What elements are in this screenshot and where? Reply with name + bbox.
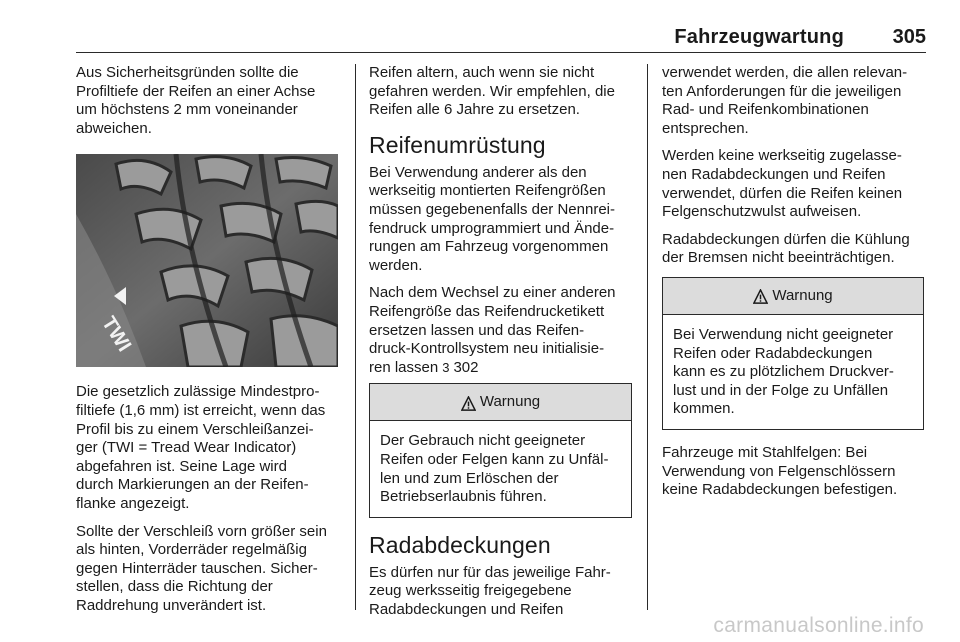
warning-triangle-icon bbox=[461, 396, 476, 411]
tire-tread-image bbox=[76, 154, 338, 367]
column-3 bbox=[662, 64, 924, 509]
paragraph: Sollte der Verschleiß vorn größer sein als hinten, Vorderräder regelmäßig gegen Hinterräder tauschen. Sicher- stellen, dass die Richtung der Raddrehung unverändert ist. bbox=[76, 522, 327, 614]
section-title: Fahrzeugwartung bbox=[674, 26, 844, 48]
paragraph: Aus Sicherheitsgründen sollte die Profiltiefe der Reifen an einer Achse um höchstens 2 mm voneinander abweichen. bbox=[76, 64, 316, 137]
paragraph: Es dürfen nur für das jeweilige Fahr- zeug werksseitig freigegebene Radabdeckungen und Reifen bbox=[369, 563, 611, 618]
warning-triangle-icon bbox=[753, 289, 768, 304]
column-divider bbox=[355, 64, 356, 610]
page-header bbox=[76, 22, 926, 53]
paragraph: verwendet werden, die allen relevan- ten Anforderungen für die jeweiligen Rad- und Reifenkombinationen entsprechen. bbox=[662, 64, 908, 137]
page-reference-arrow-icon: 3 bbox=[442, 359, 450, 375]
warning-text: Der Gebrauch nicht geeigneter Reifen oder Felgen kann zu Unfäl- len und zum Erlöschen der Betriebserlaubnis führen. bbox=[380, 432, 609, 506]
warning-header bbox=[370, 384, 631, 421]
paragraph: Bei Verwendung anderer als den werkseitig montierten Reifengrößen müssen gegebenenfalls der Nennrei- fendruck umprogrammiert und Ände- rungen am Fahrzeug vorgenommen werden. bbox=[369, 163, 615, 274]
paragraph bbox=[369, 284, 632, 377]
warning-header bbox=[663, 278, 923, 315]
twi-label: TWI bbox=[97, 313, 136, 357]
paragraph: Werden keine werkseitig zugelasse- nen Radabdeckungen und Reifen verwendet, dürfen die Reifen keinen Felgenschutzwulst aufweisen. bbox=[662, 147, 903, 221]
warning-label: Warnung bbox=[479, 393, 541, 411]
paragraph: Radabdeckungen dürfen die Kühlung der Bremsen nicht beeinträchtigen. bbox=[662, 230, 910, 267]
paragraph: Die gesetzlich zulässige Mindestpro- filtiefe (1,6 mm) ist erreicht, wenn das Profil bis zu einem Verschleißanzei- ger (TWI = Tread Wear Indicator) abgefahren ist. Seine Lage wird durch Markierungen an der Reifen- flanke angezeigt. bbox=[76, 383, 326, 512]
column-1 bbox=[76, 64, 338, 625]
section-heading: Radabdeckungen bbox=[369, 531, 551, 558]
warning-text: Bei Verwendung nicht geeigneter Reifen oder Radabdeckungen kann es zu plötzlichem Druckver- lust und in der Folge zu Unfällen kommen. bbox=[673, 325, 894, 418]
warning-box bbox=[369, 383, 632, 517]
warning-box bbox=[662, 277, 924, 430]
column-divider bbox=[647, 64, 648, 610]
paragraph-text: Nach dem Wechsel zu einer anderen Reifengröße das Reifendrucketikett ersetzen lassen und das Reifen- druck-Kontrollsystem neu initialisie- ren lassen bbox=[369, 284, 616, 376]
page-reference[interactable]: 302 bbox=[453, 358, 479, 376]
warning-label: Warnung bbox=[772, 286, 833, 304]
column-2 bbox=[369, 64, 632, 628]
watermark: carmanualsonline.info bbox=[713, 614, 924, 637]
paragraph: Reifen altern, auch wenn sie nicht gefahren werden. Wir empfehlen, die Reifen alle 6 Jahre zu ersetzen. bbox=[369, 64, 615, 119]
section-heading: Reifenumrüstung bbox=[369, 131, 546, 158]
paragraph: Fahrzeuge mit Stahlfelgen: Bei Verwendung von Felgenschlössern keine Radabdeckungen befestigen. bbox=[662, 443, 898, 499]
page-number: 305 bbox=[892, 26, 926, 48]
